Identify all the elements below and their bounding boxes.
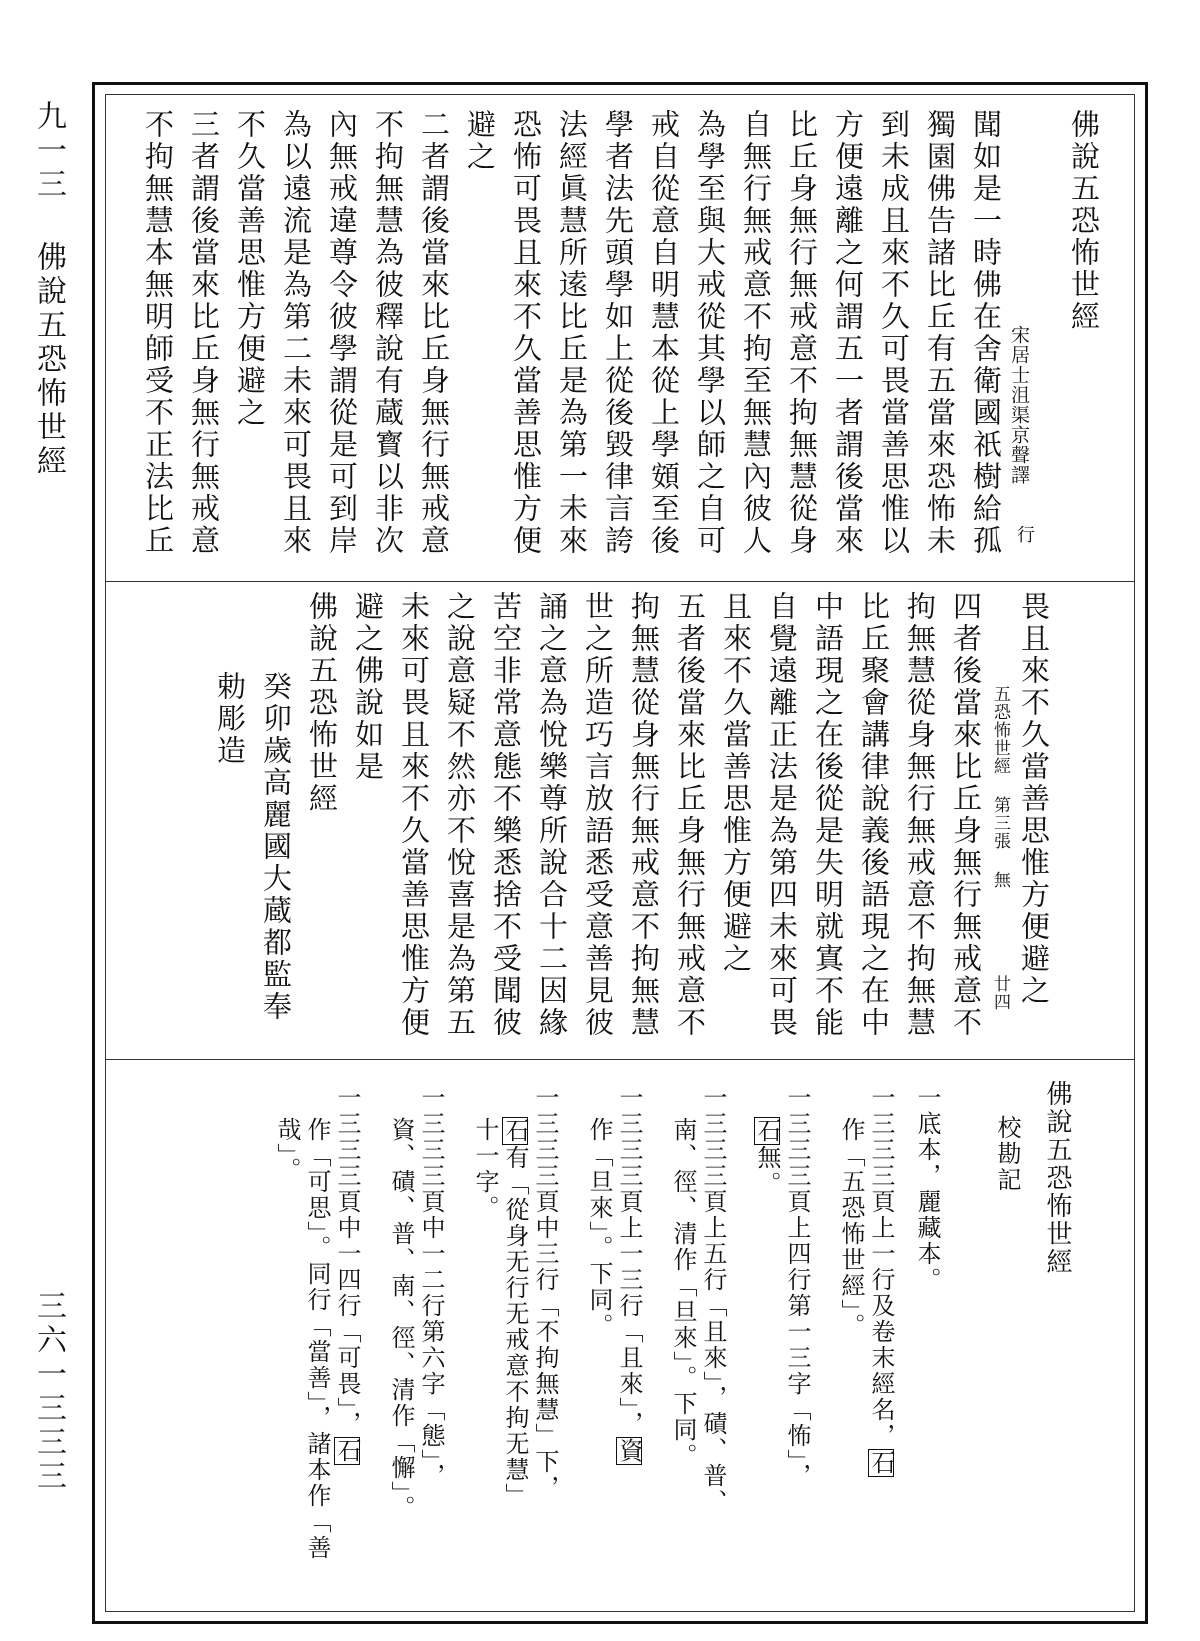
- note-text: 三三三頁中三行「不拘無慧」下，: [531, 1111, 559, 1501]
- note-text: 三三三頁中一四行「可畏」，: [333, 1111, 361, 1437]
- text-column: 苦空非常意態不樂悉捨不受聞彼: [489, 591, 523, 1039]
- edition-tag: 石: [501, 1118, 529, 1144]
- note-text: 有「從身无行无戒意不拘无慧」: [501, 1145, 529, 1509]
- collation-title: 佛說五恐怖世經: [1042, 1080, 1072, 1276]
- note-text: 三三三頁上四行第一三字「怖」，: [783, 1111, 811, 1489]
- colophon-line: 癸卯歲高麗國大蔵都監奉: [259, 671, 293, 1023]
- collation-note: [332, 1085, 362, 1465]
- text-column: 法經眞慧所逺比丘是為第一未來: [555, 109, 589, 557]
- collation-note: [416, 1085, 446, 1489]
- edition-tags: 南、徑、清: [669, 1117, 697, 1247]
- note-bullet: 一: [615, 1085, 643, 1111]
- collation-note: [782, 1085, 812, 1489]
- collation-note-cont: [752, 1117, 782, 1197]
- collation-note-cont: [386, 1117, 416, 1521]
- text-column: 為以遠流是為第二未來可畏且來: [279, 109, 313, 557]
- text-column: 世之所造巧言放語悉受意善見彼: [581, 591, 615, 1039]
- text-column: 中語現之在後從是失明就寘不能: [811, 591, 845, 1039]
- note-text: 底本，麗藏本。: [913, 1111, 941, 1293]
- marginal-note: 五恐怖世經 第三張 無: [990, 685, 1010, 889]
- note-bullet: 一: [867, 1085, 895, 1111]
- text-column: 比丘聚會講律說義後語現之在中: [857, 591, 891, 1039]
- section-divider: [106, 581, 1134, 582]
- collation-note-cont: 作「可思」。同行「當善」，諸本作「善: [303, 1117, 331, 1561]
- text-column: 不久當善思惟方便避之: [233, 109, 267, 429]
- text-column: 學者法先頭學如上從後毀律言誇: [601, 109, 635, 557]
- collation-note: [614, 1085, 644, 1465]
- text-column: 恐怖可畏且來不久當善思惟方便: [509, 109, 543, 557]
- collation-note: [912, 1085, 942, 1293]
- note-text: 作「懈」。: [387, 1403, 415, 1521]
- text-column: 畏且來不久當善思惟方便避之: [1017, 591, 1051, 1007]
- colophon-line: 勅彫造: [213, 671, 247, 767]
- edition-tag: 資: [615, 1438, 643, 1464]
- text-column: 比丘身無行無戒意不拘無慧從身: [785, 109, 819, 557]
- text-column: 二者謂後當來比丘身無行無戒意: [417, 109, 451, 557]
- text-column: 避之: [463, 109, 497, 173]
- edition-tag: 石: [753, 1118, 781, 1144]
- text-column: 五者後當來比丘身無行無戒意不: [673, 591, 707, 1039]
- text-column: 自覺遠離正法是為第四未來可畏: [765, 591, 799, 1039]
- note-bullet: 一: [531, 1085, 559, 1111]
- text-column: 且來不久當善思惟方便避之: [719, 591, 753, 975]
- collation-note-cont: 作「旦來」。下同。: [585, 1117, 613, 1339]
- collation-note-cont: 作「五恐怖世經」。: [837, 1117, 865, 1339]
- text-column: 內無戒違尊令彼學謂從是可到岸: [325, 109, 359, 557]
- note-text: 三三三頁中一二行第六字「態」，: [417, 1111, 445, 1489]
- note-text: 三三三頁上一三行「且來」，: [615, 1111, 643, 1437]
- collation-note-cont: [500, 1117, 530, 1509]
- text-column: 拘無慧從身無行無戒意不拘無慧: [903, 591, 937, 1039]
- text-column: 誦之意為悅樂尊所說合十二因緣: [535, 591, 569, 1039]
- text-column: 戒自從意自明慧本從上學頞至後: [647, 109, 681, 557]
- collation-note: [866, 1085, 896, 1477]
- text-column: 拘無慧從身無行無戒意不拘無慧: [627, 591, 661, 1039]
- section-divider: [106, 1059, 1134, 1060]
- note-text: 作「旦來」。下同。: [669, 1247, 697, 1469]
- translator-line: 宋居士沮渠京聲譯: [1008, 325, 1030, 485]
- text-column: 之說意疑不然亦不悅喜是為第五: [443, 591, 477, 1039]
- text-column: 自無行無戒意不拘至無慧內彼人: [739, 109, 773, 557]
- note-bullet: 一: [913, 1085, 941, 1111]
- text-column: 四者後當來比丘身無行無戒意不: [949, 591, 983, 1039]
- note-bullet: 一: [783, 1085, 811, 1111]
- edition-tag: 石: [333, 1438, 361, 1464]
- collation-note-cont: [668, 1117, 698, 1469]
- collation-note: [698, 1085, 728, 1515]
- text-column: 為學至與大戒從其學以師之自可: [693, 109, 727, 557]
- page-frame: [92, 82, 1148, 1624]
- edition-tag: 石: [867, 1450, 895, 1476]
- marginal-number: 廿四: [990, 975, 1010, 1011]
- text-column: 到未成且來不久可畏當善思惟以: [877, 109, 911, 557]
- note-text: 三三三頁上一行及卷末經名，: [867, 1111, 895, 1449]
- text-column: 不拘無慧為彼釋說有蔵寳以非次: [371, 109, 405, 557]
- sutra-title: 佛說五恐怖世經: [1067, 109, 1101, 333]
- note-bullet: 一: [417, 1085, 445, 1111]
- side-label-page: 三六一三三三: [31, 1290, 66, 1494]
- text-column: 方便遠離之何謂五一者謂後當來: [831, 109, 865, 557]
- note-text: 三三三頁上五行「且來」，: [699, 1111, 727, 1411]
- text-column: 避之佛說如是: [351, 591, 385, 783]
- side-label-volume: 九一三 佛說五恐怖世經: [31, 100, 66, 479]
- collation-note-cont: 哉」。: [273, 1117, 301, 1183]
- text-column: 不拘無慧本無明師受不正法比丘: [141, 109, 175, 557]
- collation-note-cont: 十一字。: [471, 1117, 499, 1221]
- text-column: 聞如是一時佛在舍衛國祇樹給孤: [969, 109, 1003, 557]
- collation-subtitle: 校勘記: [993, 1115, 1021, 1193]
- collation-note: [530, 1085, 560, 1501]
- end-title: 佛說五恐怖世經: [305, 591, 339, 815]
- page-frame-inner: [105, 94, 1135, 1612]
- text-column: 三者謂後當來比丘身無行無戒意: [187, 109, 221, 557]
- note-text: 無。: [753, 1145, 781, 1197]
- text-column: 未來可畏且來不久當善思惟方便: [397, 591, 431, 1039]
- note-bullet: 一: [699, 1085, 727, 1111]
- text-column: 獨園佛告諸比丘有五當來恐怖未: [923, 109, 957, 557]
- seal-mark: 行: [1014, 525, 1035, 544]
- note-bullet: 一: [333, 1085, 361, 1111]
- edition-tags: 磧、普、: [699, 1411, 727, 1515]
- edition-tags: 資、磧、普、南、徑、清: [387, 1117, 415, 1403]
